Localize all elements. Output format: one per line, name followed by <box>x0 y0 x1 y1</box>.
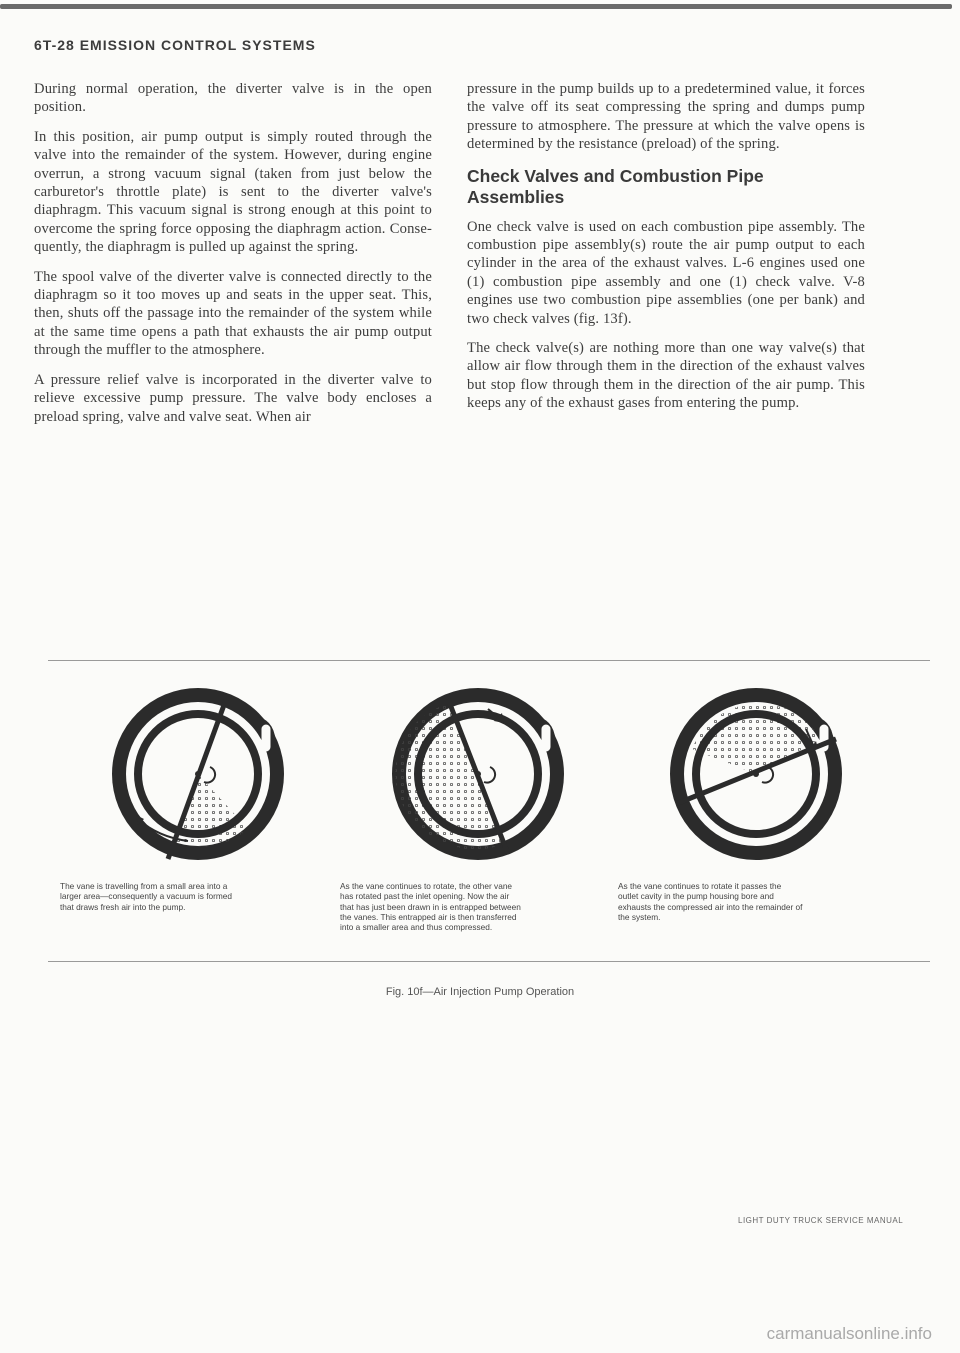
paragraph: During normal operation, the diverter valve is in the open position. <box>34 81 432 116</box>
watermark: carmanualsonline.info <box>766 1324 932 1343</box>
pump-diagram-1-illustration <box>98 669 298 869</box>
figure-panel-3 <box>606 669 896 959</box>
pump-diagram-3-illustration <box>656 669 856 869</box>
panel-caption: As the vane continues to rotate, the other vane has rotated past the inlet opening. Now the air that has just been drawn in is entrapped between the vanes. This entrapped air is then transferred into a smaller area and thus compressed. <box>340 881 521 933</box>
panel-caption: The vane is travelling from a small area into a larger area—consequently a vacuum is formed that draws fresh air into the pump. <box>60 881 233 912</box>
panel-caption: As the vane continues to rotate it passes the outlet cavity in the pump housing bore and exhausts the compressed air into the remainder of the system. <box>618 881 803 922</box>
left-column <box>34 80 432 437</box>
paragraph: In this position, air pump output is simply routed through the valve into the remainder of the system. However, during engine overrun, a strong vacuum signal (taken from just below the carburetor's throttle plate) is sent to the diverter valve's diaphragm. This vacuum signal is strong enough at this point to overcome the spring force opposing the diaphragm action. Conse- quently, the diaphragm is pulled up against the spring. <box>34 128 432 256</box>
figure-panel-1 <box>48 669 338 959</box>
page-header: 6T-28 EMISSION CONTROL SYSTEMS <box>34 37 316 53</box>
section-heading: Check Valves and Combustion Pipe Assemblies <box>467 165 764 207</box>
pump-diagram-2-illustration <box>378 669 578 869</box>
paragraph: A pressure relief valve is incorporated in the diverter valve to relieve excessive pump pressure. The valve body encloses a preload spring, valve and valve seat. When air <box>34 371 432 425</box>
paragraph: pressure in the pump builds up to a predetermined value, it forces the valve off its seat compressing the spring and dumps pump pressure to atmosphere. The pressure at which the valve opens is determined by the resistance (preload) of the spring. <box>467 81 865 153</box>
top-rule <box>0 4 952 9</box>
pump-operation-figure <box>48 660 930 962</box>
paragraph: The spool valve of the diverter valve is connected directly to the diaphragm so it too moves up and seats in the upper seat. This, then, shuts off the passage into the remainder of the system while at the same time opens a path that exhausts the air pump output through the muffler to the atmosphere. <box>34 268 432 359</box>
paragraph: One check valve is used on each combustion pipe assembly. The combustion pipe assembly(s) route the air pump output to each cylinder in the area of the exhaust valves. L-6 engines used one (1) combustion pipe assembly and one (1) check valve. V-8 engines use two combustion pipe assemblies (one per bank) and two check valves (fig. 13f). <box>467 218 865 327</box>
page-footer: LIGHT DUTY TRUCK SERVICE MANUAL <box>738 1216 904 1225</box>
figure-panel-2 <box>328 669 618 959</box>
right-column <box>467 80 865 424</box>
paragraph: The check valve(s) are nothing more than one way valve(s) that allow air flow through them in the direction of the exhaust valves but stop flow through them in the direction of the air pump. This keeps any of the exhaust gases from entering the pump. <box>467 340 865 412</box>
figure-caption: Fig. 10f—Air Injection Pump Operation <box>385 986 575 998</box>
